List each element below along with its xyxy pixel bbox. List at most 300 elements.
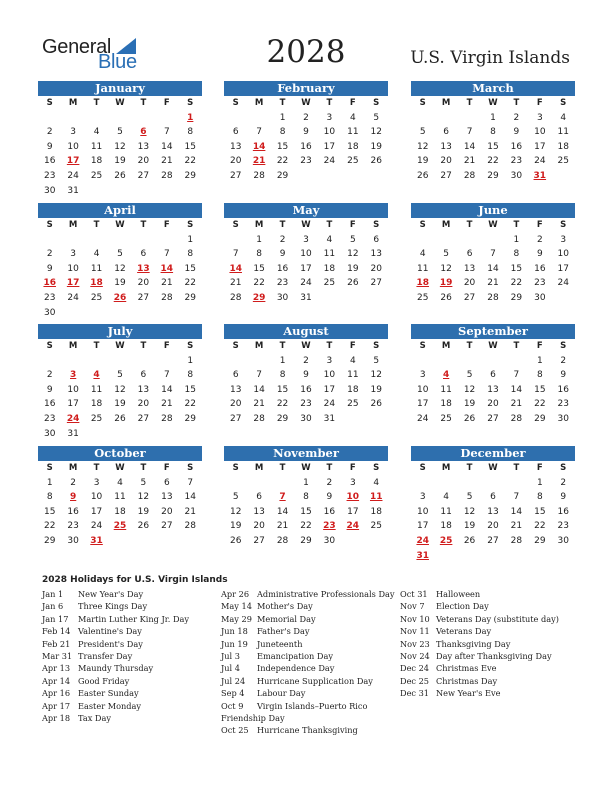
week-row bbox=[38, 276, 202, 291]
day-cell: 9 bbox=[560, 370, 567, 381]
week-row bbox=[38, 519, 202, 534]
day-cell: 4 bbox=[93, 249, 100, 260]
weekday-header-row bbox=[224, 96, 388, 111]
day-cell: 13 bbox=[487, 506, 499, 517]
day-cell: 24 bbox=[90, 521, 103, 532]
empty-day-cell bbox=[458, 549, 481, 564]
weekday-header-row bbox=[224, 461, 388, 476]
week-row bbox=[224, 476, 388, 491]
empty-day-cell bbox=[61, 233, 84, 248]
weekday-header-row bbox=[38, 96, 202, 111]
empty-day-cell bbox=[247, 354, 270, 369]
holiday-day-cell: 24 bbox=[66, 413, 80, 424]
week-row bbox=[224, 233, 388, 248]
holiday-day-cell: 6 bbox=[140, 127, 147, 138]
holiday-item bbox=[42, 712, 189, 724]
day-cell: 24 bbox=[300, 278, 312, 289]
day-cell: 17 bbox=[347, 506, 359, 517]
weekday-label: T bbox=[279, 463, 286, 473]
empty-day-cell bbox=[108, 534, 131, 549]
day-cell: 25 bbox=[347, 156, 359, 167]
holiday-day-cell: 13 bbox=[137, 263, 150, 274]
weekday-label: F bbox=[163, 463, 170, 473]
weekday-label: W bbox=[301, 341, 311, 351]
empty-day-cell bbox=[224, 354, 247, 369]
day-cell: 19 bbox=[463, 521, 476, 532]
month-header: December bbox=[411, 446, 575, 461]
day-cell: 22 bbox=[300, 521, 312, 532]
week-row bbox=[38, 125, 202, 140]
week-row bbox=[38, 140, 202, 155]
day-cell: 1 bbox=[279, 355, 286, 366]
month-header: October bbox=[38, 446, 202, 461]
weekday-label: S bbox=[373, 220, 380, 230]
month-day-grid bbox=[411, 218, 575, 306]
day-cell: 11 bbox=[416, 263, 429, 274]
day-cell: 21 bbox=[229, 278, 242, 289]
holiday-day-cell: 3 bbox=[70, 370, 77, 381]
weekday-label: S bbox=[232, 341, 239, 351]
weekday-label: W bbox=[301, 220, 311, 230]
day-cell: 29 bbox=[184, 170, 196, 181]
holiday-item bbox=[400, 650, 559, 662]
day-cell: 29 bbox=[300, 535, 312, 546]
holiday-name: Three Kings Day bbox=[78, 601, 148, 612]
empty-day-cell bbox=[552, 169, 575, 184]
weekday-label: S bbox=[560, 341, 567, 351]
day-cell: 30 bbox=[43, 428, 56, 439]
holiday-name: New Year's Eve bbox=[436, 688, 501, 699]
week-row bbox=[224, 505, 388, 520]
week-row bbox=[411, 476, 575, 491]
day-cell: 11 bbox=[90, 141, 103, 152]
day-cell: 20 bbox=[229, 399, 242, 410]
day-cell: 6 bbox=[232, 127, 239, 138]
weekday-header-row bbox=[224, 339, 388, 354]
holiday-date: Nov 24 bbox=[400, 651, 430, 662]
day-cell: 19 bbox=[463, 399, 476, 410]
day-cell: 12 bbox=[137, 492, 150, 503]
week-row bbox=[411, 154, 575, 169]
day-cell: 22 bbox=[43, 521, 56, 532]
weekday-label: W bbox=[488, 341, 498, 351]
day-cell: 31 bbox=[300, 292, 312, 303]
day-cell: 8 bbox=[256, 249, 262, 260]
holiday-date: Feb 14 bbox=[42, 626, 71, 637]
month-header: May bbox=[224, 203, 388, 218]
empty-day-cell bbox=[61, 354, 84, 369]
day-cell: 17 bbox=[534, 141, 546, 152]
holiday-list bbox=[42, 575, 582, 768]
day-cell: 2 bbox=[513, 112, 520, 123]
week-row bbox=[411, 125, 575, 140]
week-row bbox=[38, 169, 202, 184]
day-cell: 3 bbox=[303, 234, 309, 245]
day-cell: 7 bbox=[232, 249, 239, 260]
day-cell: 3 bbox=[419, 370, 426, 381]
holiday-item bbox=[221, 600, 395, 612]
holiday-item bbox=[400, 613, 559, 625]
day-cell: 11 bbox=[114, 492, 126, 503]
holiday-date: Jan 17 bbox=[42, 613, 69, 624]
day-cell: 20 bbox=[487, 399, 499, 410]
holiday-date: Jul 3 bbox=[221, 651, 240, 662]
day-cell: 21 bbox=[510, 521, 523, 532]
weekday-header-row bbox=[38, 339, 202, 354]
holiday-day-cell: 18 bbox=[90, 278, 103, 289]
empty-day-cell bbox=[155, 534, 178, 549]
week-row bbox=[411, 368, 575, 383]
weekday-header-row bbox=[411, 96, 575, 111]
week-row bbox=[38, 306, 202, 321]
holiday-name: Good Friday bbox=[78, 675, 130, 686]
day-cell: 29 bbox=[510, 292, 523, 303]
day-cell: 27 bbox=[487, 413, 499, 424]
holiday-date: Apr 26 bbox=[221, 589, 250, 599]
holiday-name: Independence Day bbox=[257, 663, 335, 674]
day-cell: 11 bbox=[90, 263, 103, 274]
weekday-label: T bbox=[326, 341, 333, 351]
day-cell: 10 bbox=[323, 370, 336, 381]
day-cell: 16 bbox=[510, 141, 523, 152]
weekday-label: S bbox=[46, 220, 53, 230]
day-cell: 26 bbox=[347, 278, 359, 289]
holiday-item bbox=[221, 662, 395, 674]
day-cell: 23 bbox=[534, 278, 546, 289]
month-header: November bbox=[224, 446, 388, 461]
day-cell: 12 bbox=[114, 384, 126, 395]
day-cell: 17 bbox=[416, 399, 429, 410]
week-row bbox=[411, 233, 575, 248]
day-cell: 13 bbox=[370, 249, 382, 260]
day-cell: 26 bbox=[137, 521, 150, 532]
day-cell: 10 bbox=[557, 249, 569, 260]
day-cell: 20 bbox=[137, 156, 150, 167]
holiday-name: Mother's Day bbox=[257, 601, 313, 612]
day-cell: 28 bbox=[229, 292, 242, 303]
weekday-label: T bbox=[279, 341, 286, 351]
week-row bbox=[411, 534, 575, 549]
day-cell: 30 bbox=[557, 413, 569, 424]
day-cell: 17 bbox=[323, 384, 336, 395]
week-row bbox=[224, 276, 388, 291]
day-cell: 12 bbox=[347, 249, 359, 260]
holiday-day-cell: 9 bbox=[70, 492, 77, 503]
week-row bbox=[411, 519, 575, 534]
holiday-day-cell: 17 bbox=[66, 156, 80, 167]
weekday-label: F bbox=[349, 98, 356, 108]
day-cell: 26 bbox=[440, 292, 452, 303]
day-cell: 2 bbox=[46, 370, 53, 381]
weekday-label: S bbox=[419, 463, 426, 473]
day-cell: 4 bbox=[326, 234, 333, 245]
weekday-label: S bbox=[373, 341, 380, 351]
day-cell: 10 bbox=[67, 384, 79, 395]
empty-day-cell bbox=[132, 111, 155, 126]
day-cell: 11 bbox=[90, 384, 103, 395]
holiday-name: Labour Day bbox=[257, 688, 306, 699]
holiday-day-cell: 31 bbox=[416, 550, 429, 561]
holiday-item bbox=[221, 700, 395, 712]
month-header: March bbox=[411, 81, 575, 96]
day-cell: 8 bbox=[536, 370, 543, 381]
empty-day-cell bbox=[365, 291, 388, 306]
holiday-day-cell: 31 bbox=[533, 170, 547, 181]
day-cell: 23 bbox=[43, 170, 56, 181]
day-cell: 9 bbox=[46, 263, 53, 274]
month-day-grid bbox=[224, 218, 388, 306]
day-cell: 1 bbox=[279, 112, 286, 123]
day-cell: 5 bbox=[349, 234, 356, 245]
day-cell: 30 bbox=[300, 413, 312, 424]
empty-day-cell bbox=[341, 534, 364, 549]
day-cell: 30 bbox=[323, 535, 336, 546]
day-cell: 14 bbox=[253, 384, 265, 395]
day-cell: 22 bbox=[184, 399, 196, 410]
day-cell: 7 bbox=[163, 370, 170, 381]
month-november bbox=[224, 446, 388, 564]
day-cell: 10 bbox=[534, 127, 546, 138]
day-cell: 10 bbox=[323, 127, 336, 138]
day-cell: 3 bbox=[349, 477, 356, 488]
weekday-label: W bbox=[301, 98, 311, 108]
day-cell: 28 bbox=[276, 535, 289, 546]
month-may bbox=[224, 203, 388, 321]
holiday-name: Easter Monday bbox=[78, 700, 142, 711]
weekday-label: F bbox=[536, 98, 543, 108]
weekday-label: S bbox=[187, 463, 194, 473]
weekday-label: S bbox=[232, 463, 239, 473]
day-cell: 25 bbox=[440, 413, 452, 424]
empty-day-cell bbox=[411, 476, 434, 491]
empty-day-cell bbox=[411, 111, 434, 126]
day-cell: 15 bbox=[253, 263, 265, 274]
weekday-label: S bbox=[419, 341, 426, 351]
empty-day-cell bbox=[505, 354, 528, 369]
holiday-item bbox=[42, 638, 189, 650]
weekday-label: W bbox=[115, 98, 125, 108]
month-january bbox=[38, 81, 202, 199]
day-cell: 8 bbox=[187, 370, 194, 381]
empty-day-cell bbox=[179, 534, 202, 549]
month-october bbox=[38, 446, 202, 564]
holiday-name: Juneteenth bbox=[257, 638, 303, 649]
day-cell: 14 bbox=[276, 506, 289, 517]
day-cell: 31 bbox=[67, 428, 79, 439]
day-cell: 18 bbox=[114, 506, 126, 517]
day-cell: 11 bbox=[323, 249, 336, 260]
holiday-item bbox=[221, 625, 395, 637]
empty-day-cell bbox=[505, 476, 528, 491]
weekday-label: S bbox=[187, 98, 194, 108]
week-row bbox=[38, 383, 202, 398]
week-row bbox=[38, 427, 202, 442]
day-cell: 10 bbox=[67, 263, 79, 274]
weekday-label: T bbox=[140, 463, 147, 473]
day-cell: 29 bbox=[487, 170, 499, 181]
day-cell: 26 bbox=[463, 535, 476, 546]
day-cell: 13 bbox=[137, 141, 150, 152]
day-cell: 28 bbox=[463, 170, 476, 181]
day-cell: 19 bbox=[416, 156, 429, 167]
day-cell: 15 bbox=[43, 506, 56, 517]
day-cell: 27 bbox=[161, 521, 173, 532]
holiday-name: Virgin Islands–Puerto Rico bbox=[257, 700, 368, 711]
day-cell: 3 bbox=[70, 127, 76, 138]
day-cell: 21 bbox=[463, 156, 476, 167]
week-row bbox=[411, 490, 575, 505]
empty-day-cell bbox=[481, 233, 504, 248]
weekday-label: M bbox=[441, 463, 451, 473]
day-cell: 25 bbox=[323, 278, 336, 289]
holiday-item bbox=[221, 687, 395, 699]
day-cell: 4 bbox=[349, 112, 356, 123]
empty-day-cell bbox=[505, 549, 528, 564]
day-cell: 29 bbox=[276, 170, 289, 181]
weekday-label: S bbox=[419, 220, 426, 230]
empty-day-cell bbox=[552, 549, 575, 564]
empty-day-cell bbox=[434, 354, 457, 369]
day-cell: 24 bbox=[67, 292, 79, 303]
holiday-name: Veterans Day bbox=[436, 626, 492, 637]
holiday-item bbox=[400, 600, 559, 612]
day-cell: 25 bbox=[557, 156, 569, 167]
day-cell: 6 bbox=[163, 477, 170, 488]
weekday-label: F bbox=[163, 220, 170, 230]
empty-day-cell bbox=[224, 476, 247, 491]
holiday-list-title: 2028 Holidays for U.S. Virgin Islands bbox=[42, 575, 228, 585]
day-cell: 15 bbox=[534, 506, 546, 517]
day-cell: 5 bbox=[466, 370, 473, 381]
day-cell: 2 bbox=[46, 249, 53, 260]
day-cell: 15 bbox=[300, 506, 312, 517]
day-cell: 23 bbox=[276, 278, 289, 289]
day-cell: 28 bbox=[510, 413, 523, 424]
month-day-grid bbox=[224, 339, 388, 427]
day-cell: 9 bbox=[303, 127, 309, 138]
holiday-date: Apr 14 bbox=[42, 675, 71, 686]
week-row bbox=[411, 549, 575, 564]
month-september bbox=[411, 324, 575, 442]
day-cell: 30 bbox=[43, 307, 56, 318]
day-cell: 1 bbox=[490, 112, 496, 123]
empty-day-cell bbox=[458, 354, 481, 369]
holiday-name: Father's Day bbox=[257, 626, 310, 637]
empty-day-cell bbox=[61, 306, 84, 321]
holiday-date: Apr 18 bbox=[42, 713, 71, 724]
day-cell: 18 bbox=[347, 384, 359, 395]
weekday-label: M bbox=[441, 98, 451, 108]
day-cell: 1 bbox=[513, 234, 520, 245]
holiday-date: Jun 18 bbox=[221, 626, 248, 637]
day-cell: 3 bbox=[326, 355, 333, 366]
holiday-date: Apr 16 bbox=[42, 688, 71, 699]
weekday-label: M bbox=[441, 341, 451, 351]
weekday-header-row bbox=[411, 218, 575, 233]
empty-day-cell bbox=[458, 476, 481, 491]
holiday-date: Nov 10 bbox=[400, 613, 430, 624]
day-cell: 17 bbox=[323, 141, 336, 152]
day-cell: 10 bbox=[300, 249, 312, 260]
empty-day-cell bbox=[38, 354, 61, 369]
day-cell: 21 bbox=[487, 278, 499, 289]
logo-general-text: General bbox=[42, 36, 112, 58]
holiday-name: Valentine's Day bbox=[78, 626, 142, 637]
day-cell: 27 bbox=[229, 170, 242, 181]
day-cell: 13 bbox=[487, 384, 499, 395]
day-cell: 28 bbox=[253, 170, 265, 181]
empty-day-cell bbox=[132, 534, 155, 549]
day-cell: 21 bbox=[161, 399, 173, 410]
weekday-header-row bbox=[38, 461, 202, 476]
holiday-name: Christmas Eve bbox=[436, 663, 497, 674]
week-row bbox=[411, 412, 575, 427]
day-cell: 26 bbox=[114, 413, 126, 424]
day-cell: 16 bbox=[67, 506, 79, 517]
holiday-date: May 14 bbox=[221, 601, 252, 612]
weekday-label: S bbox=[419, 98, 426, 108]
day-cell: 15 bbox=[534, 384, 546, 395]
day-cell: 2 bbox=[279, 234, 286, 245]
holiday-day-cell: 25 bbox=[439, 535, 453, 546]
empty-day-cell bbox=[155, 233, 178, 248]
weekday-label: T bbox=[513, 341, 520, 351]
holiday-day-cell: 4 bbox=[93, 370, 100, 381]
day-cell: 23 bbox=[67, 521, 79, 532]
holiday-date: Nov 11 bbox=[400, 626, 430, 637]
empty-day-cell bbox=[85, 111, 108, 126]
week-row bbox=[38, 154, 202, 169]
week-row bbox=[224, 490, 388, 505]
day-cell: 17 bbox=[67, 399, 79, 410]
holiday-date: Nov 23 bbox=[400, 638, 430, 649]
weekday-label: F bbox=[163, 341, 170, 351]
weekday-label: S bbox=[46, 98, 53, 108]
empty-day-cell bbox=[434, 233, 457, 248]
empty-day-cell bbox=[294, 169, 317, 184]
day-cell: 25 bbox=[347, 399, 359, 410]
week-row bbox=[38, 111, 202, 126]
day-cell: 18 bbox=[90, 399, 103, 410]
holiday-day-cell: 4 bbox=[443, 370, 450, 381]
holiday-name: Administrative Professionals Day bbox=[257, 589, 395, 599]
empty-day-cell bbox=[434, 549, 457, 564]
day-cell: 9 bbox=[46, 384, 53, 395]
weekday-label: T bbox=[279, 220, 286, 230]
day-cell: 9 bbox=[46, 141, 53, 152]
day-cell: 4 bbox=[117, 477, 123, 488]
holiday-item bbox=[221, 724, 395, 736]
holiday-day-cell: 7 bbox=[279, 492, 286, 503]
day-cell: 1 bbox=[256, 234, 262, 245]
holiday-name: Memorial Day bbox=[257, 613, 316, 624]
day-cell: 28 bbox=[161, 170, 173, 181]
day-cell: 12 bbox=[370, 370, 382, 381]
day-cell: 22 bbox=[276, 156, 289, 167]
day-cell: 20 bbox=[137, 399, 150, 410]
weekday-label: T bbox=[513, 220, 520, 230]
day-cell: 29 bbox=[184, 413, 196, 424]
day-cell: 9 bbox=[536, 249, 543, 260]
day-cell: 25 bbox=[370, 521, 382, 532]
day-cell: 31 bbox=[67, 185, 79, 196]
day-cell: 21 bbox=[510, 399, 523, 410]
day-cell: 13 bbox=[229, 384, 242, 395]
empty-day-cell bbox=[434, 476, 457, 491]
day-cell: 3 bbox=[326, 112, 333, 123]
day-cell: 20 bbox=[440, 156, 452, 167]
week-row bbox=[224, 368, 388, 383]
